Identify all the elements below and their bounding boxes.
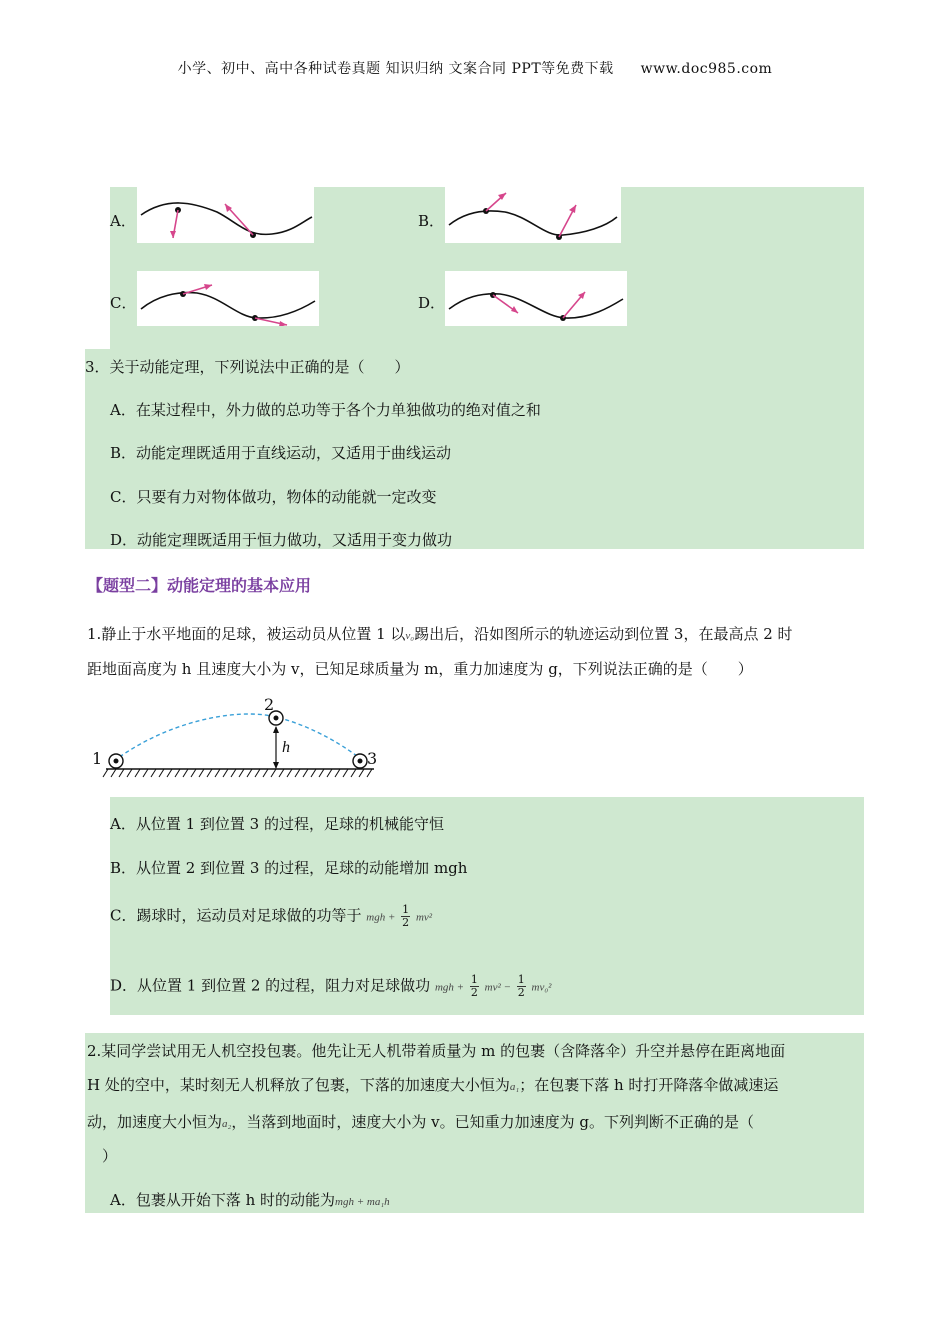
p2-stem-line2 (87, 1074, 778, 1095)
frac-den: 2 (402, 916, 410, 929)
p1-option-d[interactable] (110, 974, 551, 999)
page-header (0, 58, 950, 78)
option-b-figure[interactable] (445, 187, 621, 243)
p2-option-a-expr: mgh + ma₁h (335, 1196, 390, 1208)
fig-label-2: 2 (264, 695, 275, 714)
p2-stem-line1: 2.某同学尝试用无人机空投包裹。他先让无人机带着质量为 m 的包裹（含降落伞）升空并悬停在距离地面 (87, 1042, 786, 1060)
q3-stem: 3．关于动能定理，下列说法中正确的是（ ） (85, 358, 410, 376)
p1-option-b[interactable]: B．从位置 2 到位置 3 的过程，足球的动能增加 mgh (110, 859, 468, 877)
header-text: 小学、初中、高中各种试卷真题 知识归纳 文案合同 PPT等免费下载 (177, 61, 614, 77)
p2-line2-part-b: ；在包裹下落 h 时打开降落伞做减速运 (519, 1076, 779, 1094)
p2-line2-part-a: H 处的空中，某时刻无人机释放了包裹，下落的加速度大小恒为 (87, 1076, 510, 1094)
option-c-label: C． (110, 294, 137, 312)
p1-option-c[interactable] (110, 904, 432, 929)
p1-option-a[interactable]: A．从位置 1 到位置 3 的过程，足球的机械能守恒 (110, 815, 444, 833)
v0-symbol: v₀ (405, 630, 415, 642)
p1-option-c-expr-a: mgh + (366, 911, 396, 924)
option-c-figure[interactable] (137, 271, 319, 326)
frac-num: 1 (517, 973, 525, 986)
fig-label-h: h (282, 739, 290, 756)
frac-num: 1 (470, 973, 478, 986)
q3-option-c[interactable]: C．只要有力对物体做功，物体的动能就一定改变 (110, 488, 437, 506)
fig-label-3: 3 (367, 749, 378, 768)
section-title: 【题型二】动能定理的基本应用 (87, 576, 312, 595)
p2-line3-part-a: 动，加速度大小恒为 (87, 1113, 223, 1131)
q3-option-a[interactable]: A．在某过程中，外力做的总功等于各个力单独做功的绝对值之和 (110, 401, 541, 419)
fraction-half (401, 904, 410, 929)
fig-label-1: 1 (92, 749, 103, 768)
p2-stem-line3 (87, 1111, 754, 1132)
frac-num: 1 (402, 903, 410, 916)
p2-option-a[interactable] (110, 1189, 390, 1210)
p1-option-c-expr-b: mv² (415, 911, 433, 924)
a2-symbol: a₂ (222, 1118, 232, 1130)
p1-option-d-expr-c: mv₀² (531, 981, 552, 994)
frac-den: 2 (517, 986, 525, 999)
option-b-label: B． (418, 212, 445, 230)
fraction-half (517, 974, 526, 999)
p2-line3-part-b: ，当落到地面时，速度大小为 v。已知重力加速度为 g。下列判断不正确的是（ (231, 1113, 754, 1131)
header-url[interactable]: www.doc985.com (640, 61, 773, 77)
frac-den: 2 (470, 986, 478, 999)
option-a-label: A． (110, 212, 136, 230)
fraction-half (470, 974, 479, 999)
p1-option-d-expr-b: mv² − (484, 981, 511, 994)
a1-symbol: a₁ (509, 1081, 520, 1093)
p2-stem-line4: ） (87, 1147, 118, 1165)
q3-option-b[interactable]: B．动能定理既适用于直线运动，又适用于曲线运动 (110, 444, 452, 462)
trajectory-figure (86, 697, 384, 787)
p2-option-a-text: A．包裹从开始下落 h 时的动能为 (110, 1191, 336, 1209)
option-d-label: D． (418, 294, 446, 312)
p1-line1-part-a: 1.静止于水平地面的足球，被运动员从位置 1 以 (87, 625, 406, 643)
p1-option-c-text: C．踢球时，运动员对足球做的功等于 (110, 906, 362, 925)
p1-option-d-expr-a: mgh + (434, 981, 465, 994)
ball-1-icon (109, 754, 123, 768)
p1-line1-part-b: 踢出后，沿如图所示的轨迹运动到位置 3，在最高点 2 时 (414, 625, 793, 643)
ball-3-icon (353, 754, 367, 768)
p1-option-d-text: D．从位置 1 到位置 2 的过程，阻力对足球做功 (110, 976, 431, 995)
p1-stem-line2: 距地面高度为 h 且速度大小为 v，已知足球质量为 m，重力加速度为 g，下列说法正确的是（ ） (87, 660, 753, 678)
p1-stem-line1 (87, 623, 793, 644)
option-d-figure[interactable] (445, 271, 627, 326)
q3-option-d[interactable]: D．动能定理既适用于恒力做功，又适用于变力做功 (110, 531, 453, 549)
option-a-figure[interactable] (137, 187, 314, 243)
